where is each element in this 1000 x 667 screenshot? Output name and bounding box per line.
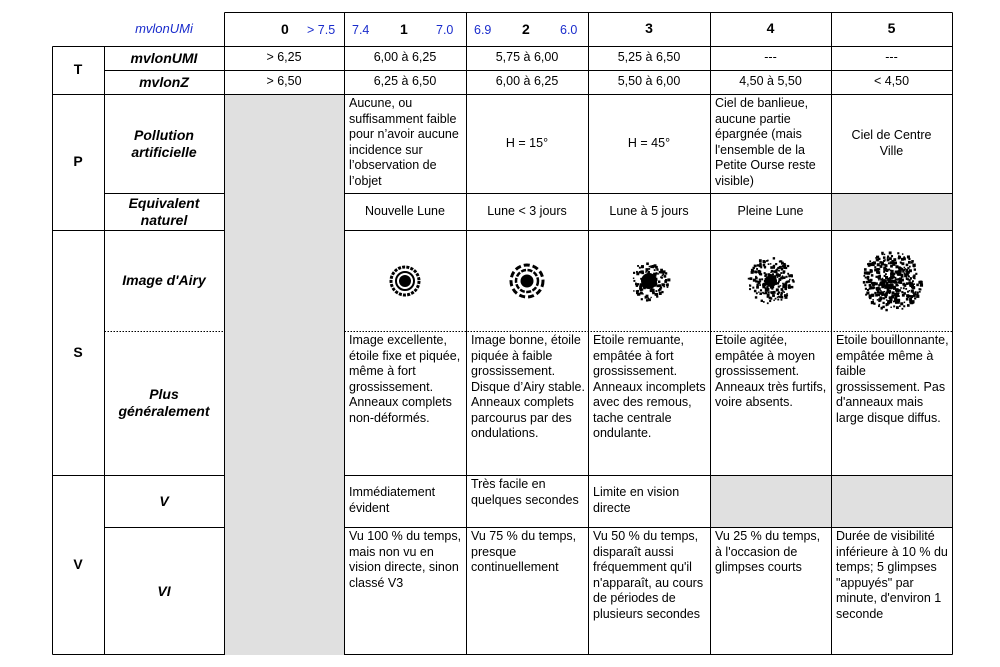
umi-value-3: 5,25 à 6,50	[617, 50, 681, 65]
v-col-5-shading	[832, 476, 952, 527]
header-corner-label: mvlonUMi	[135, 21, 193, 37]
row-label-general: Plus généralement	[118, 386, 210, 419]
v-value-3: Limite en vision directe	[593, 485, 680, 515]
header-col-2-number: 2	[522, 21, 530, 37]
header-col-2-pre: 6.9	[474, 23, 492, 37]
umi-value-0: > 6,25	[266, 50, 302, 65]
z-value-2: 6,00 à 6,25	[495, 74, 559, 89]
row-label-v: V	[159, 492, 169, 509]
row-label-mvlonumi: mvlonUMI	[130, 49, 198, 66]
airy-cell-4	[710, 230, 831, 331]
general-value-2: Image bonne, étoile piquée à faible grossissement. Disque d’Airy stable. Anneaux complets parcourus par des ondulations.	[471, 333, 585, 440]
header-col-1-post: 7.0	[436, 23, 454, 37]
row-label-airy: Image d'Airy	[122, 272, 206, 288]
header-col-0-number: 0	[281, 21, 289, 37]
header-col-2	[466, 12, 588, 46]
z-value-3: 5,50 à 6,00	[617, 74, 681, 89]
airy-cell-2	[466, 230, 588, 331]
v-value-2: Très facile en quelques secondes	[471, 477, 579, 507]
vi-value-2: Vu 75 % du temps, presque continuellement	[471, 529, 577, 574]
z-value-1: 6,25 à 6,50	[373, 74, 437, 89]
pollution-value-3: H = 45°	[627, 135, 671, 150]
section-v-label: V	[73, 556, 83, 573]
z-value-5: < 4,50	[873, 74, 910, 89]
header-col-1-number: 1	[400, 21, 408, 37]
umi-value-4: ---	[764, 50, 777, 65]
header-col-1	[344, 12, 466, 46]
equivalent-col-5-shading	[832, 194, 952, 230]
row-label-pollution: Pollution artificielle	[131, 126, 197, 160]
pollution-value-1: Aucune, ou suffisamment faible pour n’avoir aucune incidence sur l’observation de l’objet	[349, 96, 459, 188]
row-label-vi: VI	[157, 582, 171, 599]
airy-agitated-icon	[741, 251, 801, 311]
pollution-value-4: Ciel de banlieue, aucune partie épargnée (mais l'ensemble de la Petite Ourse reste visible)	[715, 96, 816, 188]
header-col-1-pre: 7.4	[352, 23, 370, 37]
row-label-mvlonz: mvlonZ	[139, 73, 189, 90]
umi-value-5: ---	[885, 50, 898, 65]
header-col-4-number: 4	[766, 20, 775, 37]
umi-value-1: 6,00 à 6,25	[373, 50, 437, 65]
row-label-equivalent: Equivalent naturel	[128, 194, 200, 228]
airy-rings-icon	[497, 251, 557, 311]
equivalent-value-4: Pleine Lune	[737, 203, 804, 218]
section-s-label: S	[73, 343, 83, 360]
header-col-5-number: 5	[887, 20, 896, 37]
pollution-value-5: Ciel de Centre Ville	[851, 128, 932, 158]
v-value-1: Immédiatement évident	[349, 485, 436, 515]
airy-diffuse-icon	[857, 246, 927, 316]
z-value-4: 4,50 à 5,50	[739, 74, 802, 89]
section-p-label: P	[73, 153, 83, 170]
equivalent-value-1: Nouvelle Lune	[365, 203, 445, 218]
z-value-0: > 6,50	[266, 74, 302, 89]
vi-value-5: Durée de visibilité inférieure à 10 % du temps; 5 glimpses "appuyés" par minute, d'environ 1 seconde	[836, 529, 948, 621]
general-value-4: Etoile agitée, empâtée à moyen grossissement. Anneaux très furtifs, voire absents.	[715, 333, 827, 409]
header-col-3-number: 3	[645, 20, 653, 37]
airy-cell-3	[588, 230, 710, 331]
airy-sharp-icon	[375, 251, 435, 311]
column-0-shading	[225, 95, 344, 655]
airy-wavering-icon	[619, 251, 679, 311]
header-col-2-post: 6.0	[560, 23, 578, 37]
general-value-3: Etoile remuante, empâtée à fort grossissement. Anneaux incomplets avec des remous, tache centrale ondulante.	[593, 333, 706, 440]
section-t-label: T	[73, 61, 83, 78]
equivalent-value-2: Lune < 3 jours	[487, 203, 567, 218]
umi-value-2: 5,75 à 6,00	[495, 50, 559, 65]
vi-value-3: Vu 50 % du temps, disparaît aussi fréquemment qu'il n'apparaît, au cours de périodes de plusieurs secondes	[593, 529, 704, 621]
equivalent-value-3: Lune à 5 jours	[609, 203, 689, 218]
vi-value-1: Vu 100 % du temps, mais non vu en vision directe, sinon classé V3	[349, 529, 462, 590]
airy-cell-1	[344, 230, 466, 331]
header-col-0	[224, 12, 344, 46]
airy-cell-5	[831, 230, 952, 331]
v-col-4-shading	[711, 476, 831, 527]
header-col-0-post: > 7.5	[307, 23, 336, 37]
general-value-5: Etoile bouillonnante, empâtée même à faible grossissement. Pas d'anneaux mais large disque diffus.	[836, 333, 949, 425]
pollution-value-2: H = 15°	[505, 135, 549, 150]
general-value-1: Image excellente, étoile fixe et piquée, même à fort grossissement. Anneaux complets non-déformés.	[349, 333, 461, 425]
vi-value-4: Vu 25 % du temps, à l'occasion de glimpses courts	[715, 529, 821, 574]
